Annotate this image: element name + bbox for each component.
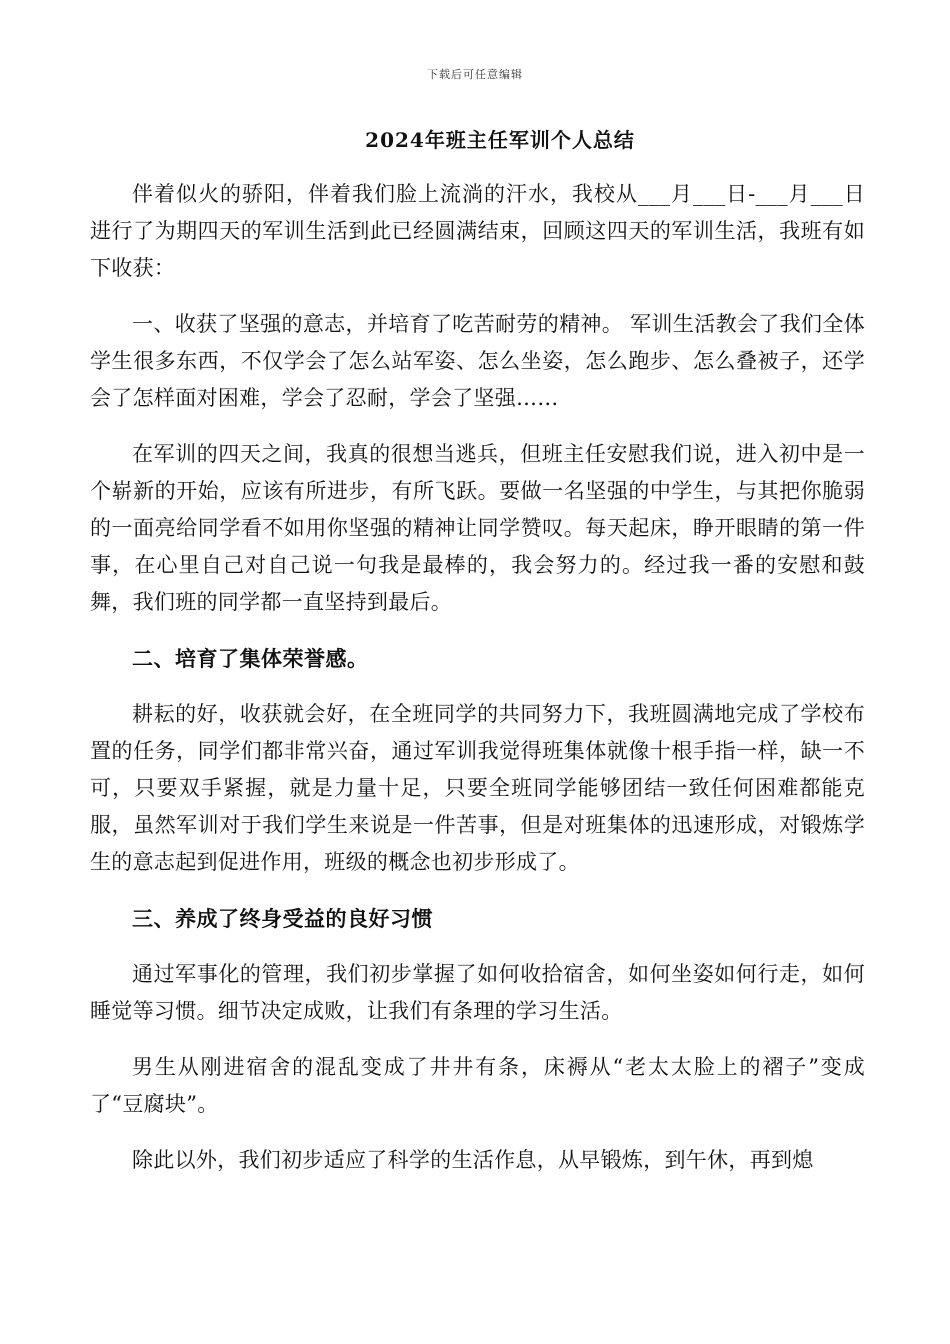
page-header-note: 下载后可任意编辑 bbox=[427, 68, 523, 81]
document-title: 2024年班主任军训个人总结 bbox=[365, 128, 635, 152]
section-2-heading: 二、培育了集体荣誉感。 bbox=[132, 646, 369, 671]
section-3-paragraph-3: 除此以外，我们初步适应了科学的生活作息，从早锻炼，到午休，再到熄 bbox=[132, 1148, 814, 1172]
document-body bbox=[90, 176, 865, 1198]
section-2-paragraph-1: 耕耘的好，收获就会好，在全班同学的共同努力下，我班圆满地完成了学校布置的任务，同学们都非常兴奋，通过军训我觉得班集体就像十根手指一样，缺一不可，只要双手紧握，就是力量十足，只要全班同学能够团结一致任何困难都能克服，虽然军训对于我们学生来说是一件苦事，但是对班集体的迅速形成，对锻炼学生的意志起到促进作用，班级的概念也初步形成了。 bbox=[90, 702, 865, 874]
section-3-heading: 三、养成了终身受益的良好习惯 bbox=[132, 906, 433, 931]
section-1-paragraph-2: 在军训的四天之间，我真的很想当逃兵，但班主任安慰我们说，进入初中是一个崭新的开始，应该有所进步，有所飞跃。要做一名坚强的中学生，与其把你脆弱的一面亮给同学看不如用你坚强的精神让同学赞叹。每天起床，睁开眼睛的第一件事，在心里自己对自己说一句我是最棒的，我会努力的。经过我一番的安慰和鼓舞，我们班的同学都一直坚持到最后。 bbox=[90, 442, 865, 614]
intro-paragraph: 伴着似火的骄阳，伴着我们脸上流淌的汗水，我校从___月___日-___月___日进行了为期四天的军训生活到此已经圆满结束，回顾这四天的军训生活，我班有如下收获： bbox=[90, 182, 865, 280]
section-3-paragraph-2: 男生从刚进宿舍的混乱变成了井井有条，床褥从“老太太脸上的褶子”变成了“豆腐块”。 bbox=[90, 1055, 865, 1116]
section-1-paragraph-1: 一、收获了坚强的意志，并培育了吃苦耐劳的精神。 军训生活教会了我们全体学生很多东西，不仅学会了怎么站军姿、怎么坐姿，怎么跑步、怎么叠被子，还学会了怎样面对困难，学会了忍耐，学会了坚强…… bbox=[90, 312, 865, 410]
section-3-paragraph-1: 通过军事化的管理，我们初步掌握了如何收拾宿舍，如何坐姿如何行走，如何睡觉等习惯。细节决定成败，让我们有条理的学习生活。 bbox=[90, 962, 865, 1023]
